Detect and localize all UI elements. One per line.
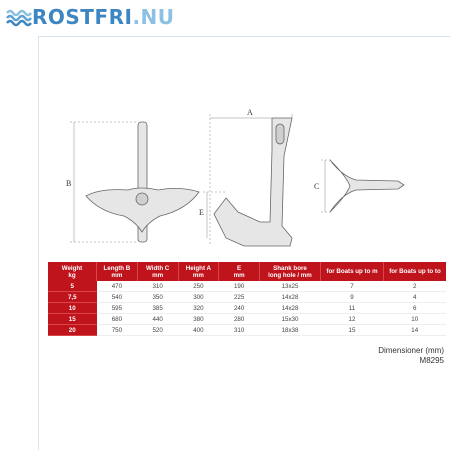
table-cell: 9 (321, 292, 384, 303)
anchor-specification-table (48, 262, 446, 336)
table-cell: 540 (97, 292, 138, 303)
column-header: Weight kg (48, 262, 97, 281)
table-cell: 10 (48, 303, 97, 314)
table-cell: 320 (178, 303, 219, 314)
table-cell: 240 (219, 303, 260, 314)
label-a: A (247, 108, 253, 117)
column-header: E mm (219, 262, 260, 281)
table-row (48, 281, 446, 292)
table-cell: 520 (137, 325, 178, 336)
table-header-row (48, 262, 446, 281)
table-cell: 10 (384, 314, 447, 325)
table-cell: 385 (137, 303, 178, 314)
table-cell: 310 (137, 281, 178, 292)
brand-name: ROSTFRI.NU (32, 5, 175, 29)
table-cell: 470 (97, 281, 138, 292)
table-cell: 380 (178, 314, 219, 325)
brand-logo (6, 4, 175, 30)
table-cell: 250 (178, 281, 219, 292)
table-cell: 225 (219, 292, 260, 303)
units-note (378, 346, 444, 366)
column-header: for Boats up to m (321, 262, 384, 281)
label-c: C (314, 182, 320, 191)
units-note-text: Dimensioner (mm) (378, 346, 444, 355)
table-cell: 18x38 (260, 325, 321, 336)
table-cell: 350 (137, 292, 178, 303)
anchor-top-view (330, 160, 404, 212)
label-b: B (66, 179, 72, 188)
table-cell: 14x28 (260, 303, 321, 314)
table-cell: 310 (219, 325, 260, 336)
table-cell: 14x28 (260, 292, 321, 303)
table-cell: 20 (48, 325, 97, 336)
product-code: M8295 (419, 356, 444, 365)
table-cell: 6 (384, 303, 447, 314)
column-header: Shank bore long hole / mm (260, 262, 321, 281)
table-cell: 400 (178, 325, 219, 336)
table-cell: 190 (219, 281, 260, 292)
table-cell: 12 (321, 314, 384, 325)
table-row (48, 325, 446, 336)
table-cell: 7 (321, 281, 384, 292)
table-body (48, 281, 446, 336)
column-header: Width C mm (137, 262, 178, 281)
table-cell: 13x25 (260, 281, 321, 292)
frame-vertical-line (38, 36, 39, 450)
table-cell: 680 (97, 314, 138, 325)
label-e: E (199, 208, 204, 217)
table-row (48, 314, 446, 325)
table-row (48, 292, 446, 303)
wave-logo-icon (6, 7, 32, 27)
table-cell: 280 (219, 314, 260, 325)
frame-horizontal-line (38, 36, 450, 37)
anchor-technical-drawing (60, 105, 410, 255)
table-cell: 7,5 (48, 292, 97, 303)
table-cell: 4 (384, 292, 447, 303)
column-header: Length B mm (97, 262, 138, 281)
table-cell: 15 (48, 314, 97, 325)
table-cell: 440 (137, 314, 178, 325)
dimension-c (321, 160, 332, 212)
table-cell: 14 (384, 325, 447, 336)
anchor-front-view (86, 122, 199, 242)
table-cell: 11 (321, 303, 384, 314)
page-header (0, 0, 450, 40)
table-cell: 595 (97, 303, 138, 314)
table-cell: 15x30 (260, 314, 321, 325)
anchor-side-view (214, 118, 292, 246)
dimension-b (70, 122, 138, 242)
table-cell: 750 (97, 325, 138, 336)
table-cell: 300 (178, 292, 219, 303)
column-header: for Boats up to to (384, 262, 447, 281)
table-cell: 5 (48, 281, 97, 292)
table-cell: 15 (321, 325, 384, 336)
table-row (48, 303, 446, 314)
column-header: Height A mm (178, 262, 219, 281)
table-cell: 2 (384, 281, 447, 292)
